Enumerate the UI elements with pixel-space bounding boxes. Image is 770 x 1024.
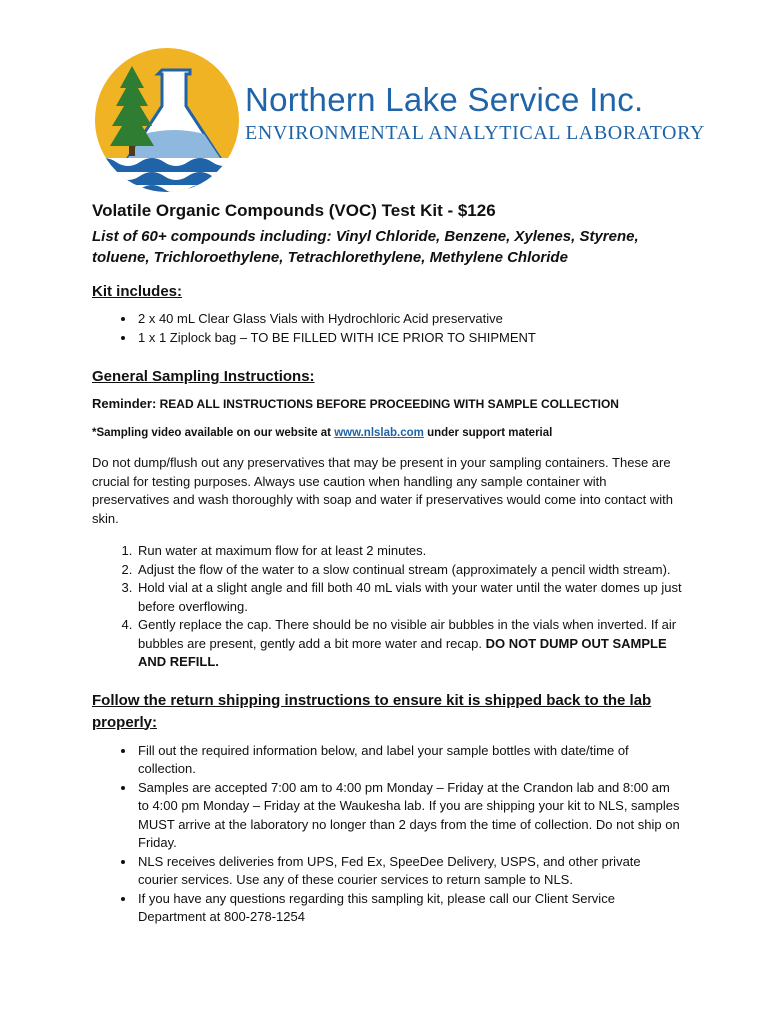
sampling-steps <box>92 542 682 672</box>
list-item: • NLS receives deliveries from UPS, Fed Ex, SpeeDee Delivery, USPS, and other private courier services. Use any of these courier services to return sample to NLS. <box>136 853 682 890</box>
list-item: • Samples are accepted 7:00 am to 4:00 pm Monday – Friday at the Crandon lab and 8:00 am to 4:00 pm Monday – Friday at the Waukesha lab. If you are shipping your kit to NLS, samples MUST arrive at the laboratory no longer than 2 days from the time of collection. Do not ship on Friday. <box>136 779 682 853</box>
video-note-pre: *Sampling video available on our website at <box>92 426 335 439</box>
step-4-warning: DO NOT DUMP OUT SAMPLE AND REFILL. <box>138 635 667 669</box>
list-item: • If you have any questions regarding this sampling kit, please call our Client Service Department at 800-278-1254 <box>136 890 682 927</box>
return-shipping-heading: Follow the return shipping instructions to ensure kit is shipped back to the lab properly: <box>92 691 652 731</box>
video-note-post: under support material <box>423 426 553 439</box>
video-note <box>92 424 682 443</box>
step-item: 3. Hold vial at a slight angle and fill both 40 mL vials with your water until the water domes up just before overflowing. <box>136 579 682 616</box>
kit-includes-list <box>92 310 682 347</box>
list-item: • 2 x 40 mL Clear Glass Vials with Hydrochloric Acid preservative <box>136 310 682 329</box>
step-4-text: Gently replace the cap. There should be no visible air bubbles in the vials when inverted. If air bubbles are present, gently add a bit more water and recap. <box>138 617 677 651</box>
company-name: Northern Lake Service Inc. <box>245 81 644 118</box>
compound-list: List of 60+ compounds including: Vinyl Chloride, Benzene, Xylenes, Styrene, toluene, Trichloroethylene, Tetrachlorethylene, Methylene Chloride <box>92 228 639 266</box>
kit-includes-heading: Kit includes: <box>92 283 183 300</box>
nls-logo <box>92 48 242 198</box>
company-subtitle: ENVIRONMENTAL ANALYTICAL LABORATORY <box>245 122 705 144</box>
reminder-label: Reminder: <box>92 396 157 411</box>
step-item <box>136 616 682 672</box>
reminder-text: READ ALL INSTRUCTIONS BEFORE PROCEEDING WITH SAMPLE COLLECTION <box>156 397 619 411</box>
preservative-warning: Do not dump/flush out any preservatives that may be present in your sampling containers. These are crucial for testing purposes. Always use caution when handling any sample container with preservatives and wash thoroughly with soap and water if preservatives would come into contact with skin. <box>92 455 673 526</box>
step-item: 1. Run water at maximum flow for at least 2 minutes. <box>136 542 682 561</box>
step-item: 2. Adjust the flow of the water to a slow continual stream (approximately a pencil width stream). <box>136 561 682 580</box>
website-link[interactable]: www.nlslab.com <box>334 426 424 439</box>
list-item: • 1 x 1 Ziplock bag – TO BE FILLED WITH ICE PRIOR TO SHIPMENT <box>136 329 682 348</box>
reminder-line <box>92 395 682 414</box>
document-body <box>92 200 682 927</box>
kit-title: Volatile Organic Compounds (VOC) Test Kit - $126 <box>92 201 496 220</box>
general-instructions-heading: General Sampling Instructions: <box>92 368 315 385</box>
list-item: • Fill out the required information below, and label your sample bottles with date/time of collection. <box>136 742 682 779</box>
return-shipping-list <box>92 742 682 927</box>
company-header <box>245 82 705 145</box>
